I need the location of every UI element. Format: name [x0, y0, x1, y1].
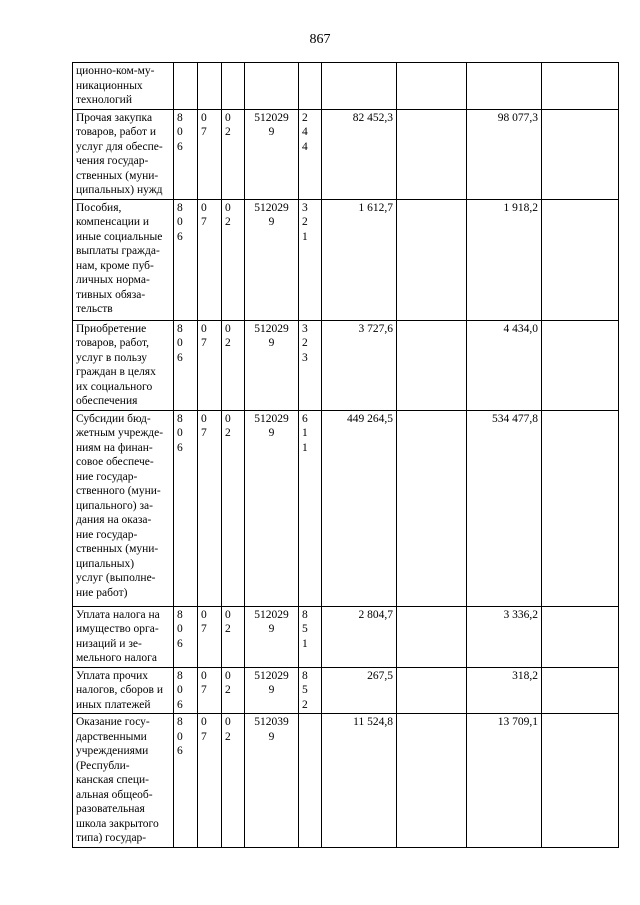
value-cell-1: 267,5	[322, 667, 397, 714]
value-cell-2	[397, 63, 467, 110]
row-name-cell: ционно-ком-му- никационных технологий	[73, 63, 174, 110]
value-cell-3: 4 434,0	[467, 320, 542, 410]
value-cell-4	[542, 199, 619, 320]
code-cell-subsection	[222, 63, 245, 110]
code-cell-section	[198, 63, 222, 110]
value-cell-1: 82 452,3	[322, 109, 397, 199]
code-cell-section: 0 7	[198, 606, 222, 667]
table-row	[73, 109, 619, 199]
code-cell-ministry: 8 0 6	[174, 667, 198, 714]
value-cell-2	[397, 109, 467, 199]
table-row	[73, 320, 619, 410]
value-cell-3: 3 336,2	[467, 606, 542, 667]
code-cell-subsection: 0 2	[222, 667, 245, 714]
code-cell-type: 6 1 1	[299, 410, 322, 606]
row-name-cell: Уплата прочих налогов, сборов и иных платежей	[73, 667, 174, 714]
code-cell-subsection: 0 2	[222, 109, 245, 199]
value-cell-3	[467, 63, 542, 110]
code-cell-ministry: 8 0 6	[174, 199, 198, 320]
code-cell-target: 512029 9	[245, 410, 299, 606]
code-cell-ministry: 8 0 6	[174, 410, 198, 606]
code-cell-target: 512029 9	[245, 109, 299, 199]
code-cell-section: 0 7	[198, 109, 222, 199]
value-cell-2	[397, 199, 467, 320]
code-cell-type: 8 5 1	[299, 606, 322, 667]
value-cell-2	[397, 667, 467, 714]
value-cell-3: 318,2	[467, 667, 542, 714]
table-row	[73, 606, 619, 667]
code-cell-subsection: 0 2	[222, 320, 245, 410]
code-cell-ministry: 8 0 6	[174, 606, 198, 667]
value-cell-1: 1 612,7	[322, 199, 397, 320]
value-cell-1	[322, 63, 397, 110]
row-name-cell: Уплата налога на имущество орга- низаций и зе- мельного налога	[73, 606, 174, 667]
row-name-cell: Субсидии бюд- жетным учрежде- ниям на финан- совое обеспече- ние государ- ственного (муни- ципального) за- дания на оказа- ние государ- ственных (муни- ципальных) услуг (выполне- ние работ)	[73, 410, 174, 606]
value-cell-4	[542, 410, 619, 606]
code-cell-ministry: 8 0 6	[174, 109, 198, 199]
code-cell-section: 0 7	[198, 410, 222, 606]
row-name-cell: Пособия, компенсации и иные социальные выплаты гражда- нам, кроме пуб- личных норма- тивных обяза- тельств	[73, 199, 174, 320]
value-cell-3: 1 918,2	[467, 199, 542, 320]
value-cell-4	[542, 320, 619, 410]
value-cell-2	[397, 410, 467, 606]
value-cell-4	[542, 109, 619, 199]
code-cell-target: 512039 9	[245, 714, 299, 848]
code-cell-type	[299, 63, 322, 110]
table-row	[73, 410, 619, 606]
code-cell-target	[245, 63, 299, 110]
code-cell-target: 512029 9	[245, 199, 299, 320]
value-cell-2	[397, 606, 467, 667]
row-name-cell: Прочая закупка товаров, работ и услуг для обеспе- чения государ- ственных (муни- ципальных) нужд	[73, 109, 174, 199]
value-cell-1: 449 264,5	[322, 410, 397, 606]
value-cell-4	[542, 667, 619, 714]
table-row	[73, 63, 619, 110]
row-name-cell: Приобретение товаров, работ, услуг в пользу граждан в целях их социального обеспечения	[73, 320, 174, 410]
code-cell-section: 0 7	[198, 667, 222, 714]
code-cell-subsection: 0 2	[222, 606, 245, 667]
page-number: 867	[309, 32, 331, 47]
code-cell-ministry: 8 0 6	[174, 320, 198, 410]
value-cell-3: 534 477,8	[467, 410, 542, 606]
budget-table	[72, 62, 619, 848]
value-cell-4	[542, 63, 619, 110]
value-cell-1: 2 804,7	[322, 606, 397, 667]
code-cell-section: 0 7	[198, 320, 222, 410]
row-name-cell: Оказание госу- дарственными учреждениями (Республи- канская специ- альная общеоб- разовательная школа закрытого типа) государ-	[73, 714, 174, 848]
code-cell-type: 2 4 4	[299, 109, 322, 199]
value-cell-1: 11 524,8	[322, 714, 397, 848]
code-cell-ministry: 8 0 6	[174, 714, 198, 848]
table-row	[73, 667, 619, 714]
code-cell-section: 0 7	[198, 714, 222, 848]
code-cell-type	[299, 714, 322, 848]
value-cell-2	[397, 714, 467, 848]
code-cell-type: 3 2 1	[299, 199, 322, 320]
code-cell-section: 0 7	[198, 199, 222, 320]
code-cell-type: 8 5 2	[299, 667, 322, 714]
table-row	[73, 714, 619, 848]
value-cell-2	[397, 320, 467, 410]
code-cell-target: 512029 9	[245, 320, 299, 410]
code-cell-subsection: 0 2	[222, 714, 245, 848]
value-cell-1: 3 727,6	[322, 320, 397, 410]
code-cell-subsection: 0 2	[222, 199, 245, 320]
value-cell-3: 13 709,1	[467, 714, 542, 848]
code-cell-target: 512029 9	[245, 606, 299, 667]
value-cell-3: 98 077,3	[467, 109, 542, 199]
code-cell-type: 3 2 3	[299, 320, 322, 410]
code-cell-subsection: 0 2	[222, 410, 245, 606]
value-cell-4	[542, 606, 619, 667]
code-cell-target: 512029 9	[245, 667, 299, 714]
code-cell-ministry	[174, 63, 198, 110]
value-cell-4	[542, 714, 619, 848]
table-row	[73, 199, 619, 320]
